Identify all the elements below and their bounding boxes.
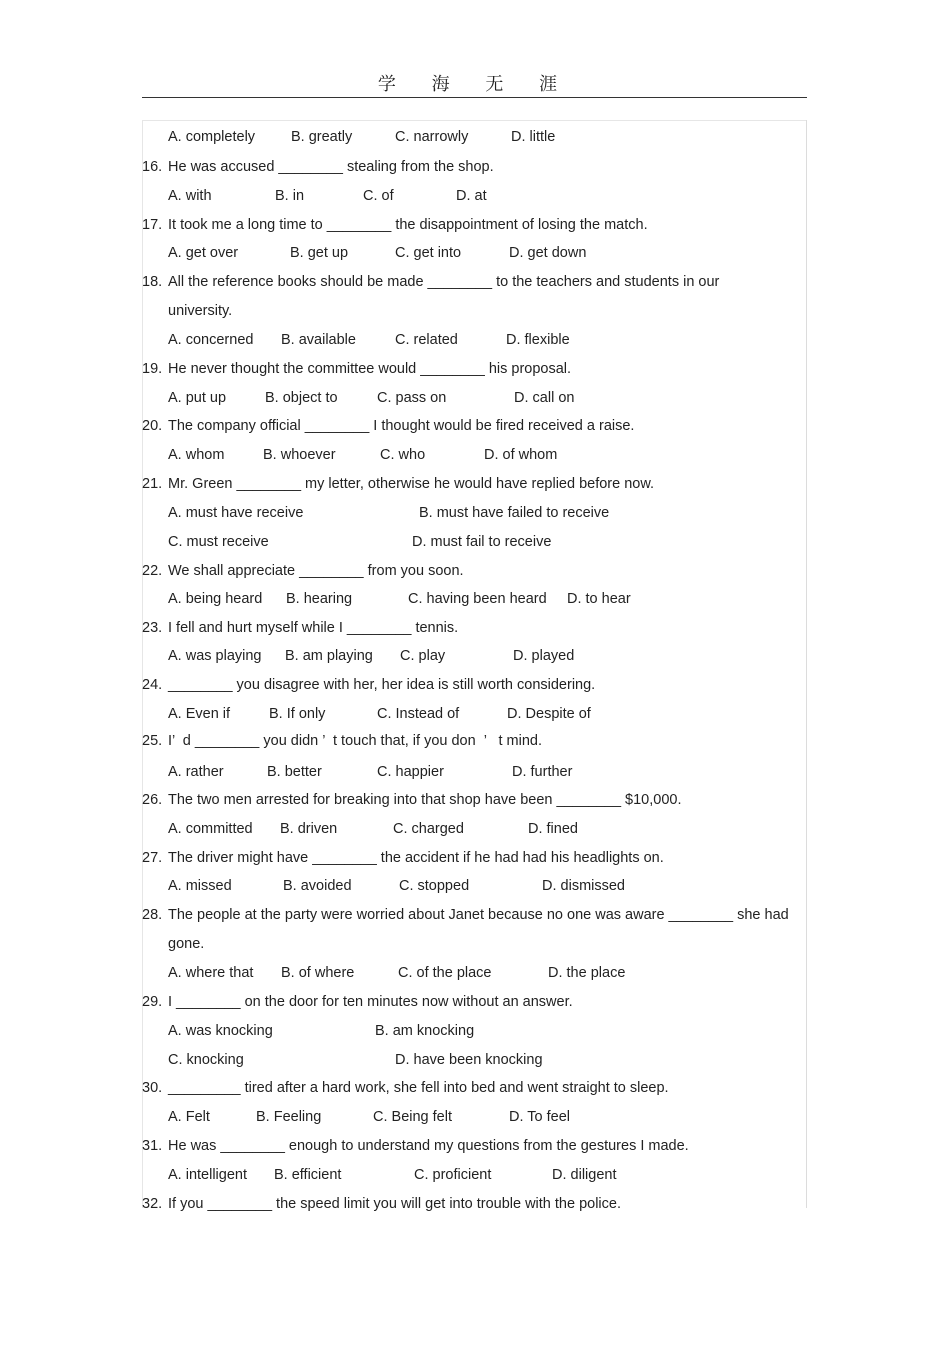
page-header-title: 学 海 无 涯 xyxy=(377,74,573,95)
question-number: 26. xyxy=(142,792,163,808)
content-frame-top xyxy=(142,120,807,121)
answer-option: C. charged xyxy=(393,821,464,837)
answer-option: B. If only xyxy=(269,706,326,722)
answer-option: C. stopped xyxy=(399,878,470,894)
answer-option: C. related xyxy=(395,332,458,348)
question-text: I fell and hurt myself while I ________ tennis. xyxy=(168,620,459,636)
answer-option: A. with xyxy=(168,188,212,204)
question-number: 27. xyxy=(142,850,163,866)
question-text: He was accused ________ stealing from the shop. xyxy=(168,159,494,175)
question-number: 17. xyxy=(142,217,163,233)
answer-option: A. concerned xyxy=(168,332,254,348)
answer-option: D. the place xyxy=(548,965,626,981)
question-number: 19. xyxy=(142,361,163,377)
answer-option: C. knocking xyxy=(168,1052,244,1068)
answer-option: A. was knocking xyxy=(168,1023,273,1039)
answer-option: C. happier xyxy=(377,764,444,780)
answer-option: D. at xyxy=(456,188,487,204)
answer-option: B. better xyxy=(267,764,322,780)
question-text: I ________ on the door for ten minutes now without an answer. xyxy=(168,994,573,1010)
answer-option: D. diligent xyxy=(552,1167,617,1183)
question-number: 20. xyxy=(142,418,163,434)
question-number: 16. xyxy=(142,159,163,175)
answer-option: A. get over xyxy=(168,245,239,261)
question-text: The people at the party were worried about Janet because no one was aware ________ she had xyxy=(168,907,789,923)
answer-option: D. Despite of xyxy=(507,706,591,722)
answer-option: A. Felt xyxy=(168,1109,210,1125)
answer-option: A. missed xyxy=(168,878,232,894)
answer-option: C. narrowly xyxy=(395,129,469,145)
answer-option: B. driven xyxy=(280,821,338,837)
question-number: 18. xyxy=(142,274,163,290)
answer-option: B. am knocking xyxy=(375,1023,475,1039)
answer-option: B. in xyxy=(275,188,305,204)
answer-option: D. further xyxy=(512,764,573,780)
answer-option: C. Instead of xyxy=(377,706,460,722)
answer-option: B. must have failed to receive xyxy=(419,505,610,521)
question-number: 25. xyxy=(142,733,163,749)
answer-option: A. intelligent xyxy=(168,1167,247,1183)
question-text: We shall appreciate ________ from you soon. xyxy=(168,563,464,579)
question-text: He was ________ enough to understand my questions from the gestures I made. xyxy=(168,1138,689,1154)
answer-option: C. pass on xyxy=(377,390,447,406)
question-text: Mr. Green ________ my letter, otherwise he would have replied before now. xyxy=(168,476,655,492)
answer-option: D. little xyxy=(511,129,556,145)
answer-option: A. completely xyxy=(168,129,256,145)
answer-option: C. must receive xyxy=(168,534,269,550)
question-number: 31. xyxy=(142,1138,163,1154)
answer-option: C. of the place xyxy=(398,965,492,981)
question-text: I’ d ________ you didn ’ t touch that, if you don ’ t mind. xyxy=(168,733,543,749)
answer-option: A. whom xyxy=(168,447,225,463)
answer-option: B. hearing xyxy=(286,591,353,607)
answer-option: B. greatly xyxy=(291,129,353,145)
question-text: The company official ________ I thought would be fired received a raise. xyxy=(168,418,635,434)
question-text: He never thought the committee would ________ his proposal. xyxy=(168,361,572,377)
answer-option: A. committed xyxy=(168,821,253,837)
answer-option: C. of xyxy=(363,188,394,204)
answer-option: A. being heard xyxy=(168,591,263,607)
answer-option: D. To feel xyxy=(509,1109,570,1125)
answer-option: D. played xyxy=(513,648,575,664)
answer-option: D. to hear xyxy=(567,591,631,607)
answer-option: D. call on xyxy=(514,390,575,406)
question-text: All the reference books should be made ________ to the teachers and students in our xyxy=(168,274,720,290)
answer-option: C. get into xyxy=(395,245,462,261)
answer-option: D. fined xyxy=(528,821,578,837)
answer-option: D. must fail to receive xyxy=(412,534,552,550)
answer-option: C. Being felt xyxy=(373,1109,452,1125)
question-text: The two men arrested for breaking into that shop have been ________ $10,000. xyxy=(168,792,682,808)
answer-option: A. must have receive xyxy=(168,505,304,521)
question-number: 22. xyxy=(142,563,163,579)
question-number: 23. xyxy=(142,620,163,636)
answer-option: B. efficient xyxy=(274,1167,342,1183)
answer-option: C. play xyxy=(400,648,446,664)
answer-option: C. having been heard xyxy=(408,591,547,607)
answer-option: B. avoided xyxy=(283,878,352,894)
answer-option: A. rather xyxy=(168,764,224,780)
answer-option: C. proficient xyxy=(414,1167,492,1183)
answer-option: D. dismissed xyxy=(542,878,625,894)
answer-option: B. get up xyxy=(290,245,349,261)
question-number: 32. xyxy=(142,1196,163,1212)
answer-option: B. available xyxy=(281,332,356,348)
content-frame-right xyxy=(806,120,807,1208)
question-number: 28. xyxy=(142,907,163,923)
answer-option: B. object to xyxy=(265,390,338,406)
answer-option: C. who xyxy=(380,447,426,463)
question-text: It took me a long time to ________ the disappointment of losing the match. xyxy=(168,217,648,233)
question-text: The driver might have ________ the accident if he had had his headlights on. xyxy=(168,850,664,866)
answer-option: D. get down xyxy=(509,245,587,261)
answer-option: A. where that xyxy=(168,965,254,981)
header-rule xyxy=(142,97,807,98)
answer-option: D. flexible xyxy=(506,332,570,348)
question-text-continuation: university. xyxy=(168,303,233,319)
question-number: 24. xyxy=(142,677,163,693)
answer-option: A. was playing xyxy=(168,648,262,664)
answer-option: B. whoever xyxy=(263,447,336,463)
question-number: 21. xyxy=(142,476,163,492)
answer-option: B. am playing xyxy=(285,648,373,664)
question-text: _________ tired after a hard work, she fell into bed and went straight to sleep. xyxy=(168,1080,669,1096)
question-number: 29. xyxy=(142,994,163,1010)
answer-option: B. of where xyxy=(281,965,355,981)
question-text: ________ you disagree with her, her idea is still worth considering. xyxy=(168,677,596,693)
question-number: 30. xyxy=(142,1080,163,1096)
answer-option: B. Feeling xyxy=(256,1109,322,1125)
question-text-continuation: gone. xyxy=(168,936,205,952)
answer-option: D. of whom xyxy=(484,447,558,463)
answer-option: A. Even if xyxy=(168,706,231,722)
answer-option: A. put up xyxy=(168,390,227,406)
answer-option: D. have been knocking xyxy=(395,1052,543,1068)
question-text: If you ________ the speed limit you will get into trouble with the police. xyxy=(168,1196,621,1212)
